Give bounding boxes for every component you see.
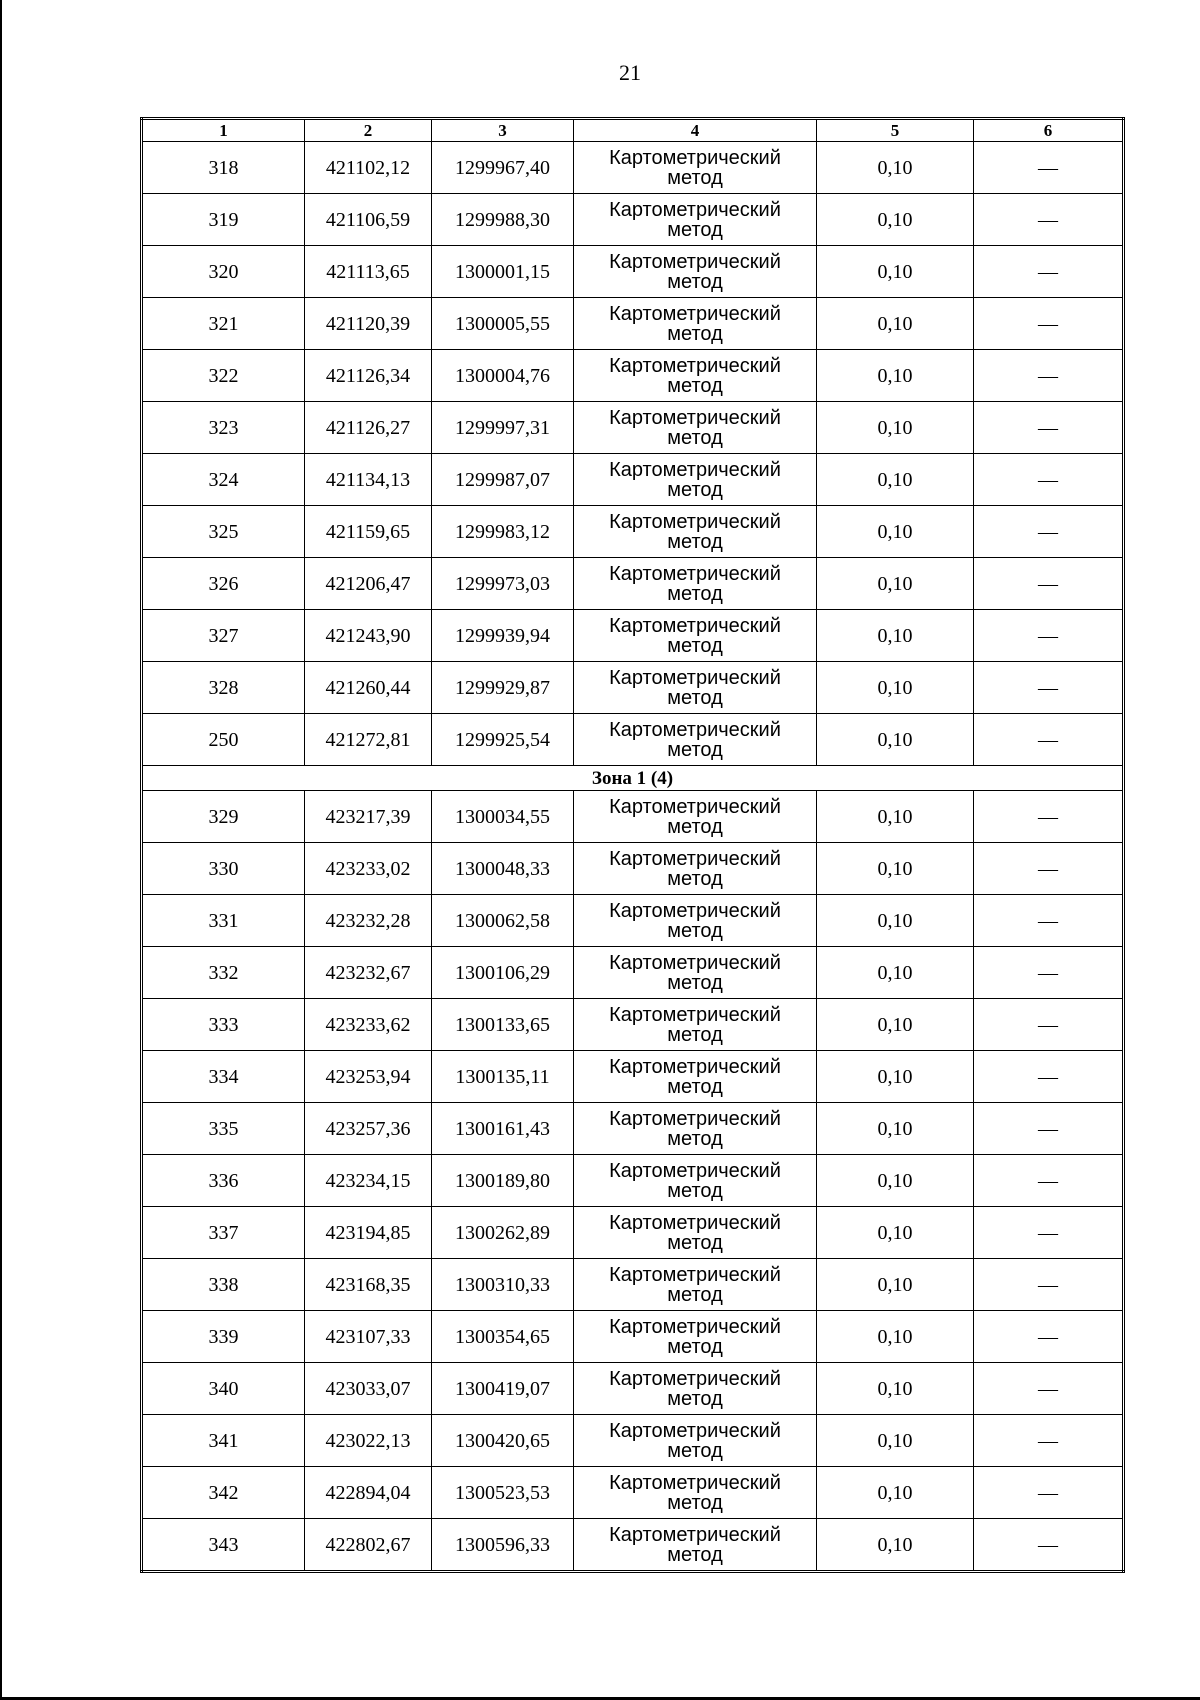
- table-row: [142, 947, 1124, 999]
- point-number-cell: 250: [142, 714, 305, 766]
- x-coordinate-cell: 423168,35: [305, 1259, 432, 1311]
- y-coordinate-cell: 1299929,87: [432, 662, 574, 714]
- point-number-cell: 319: [142, 194, 305, 246]
- x-coordinate-cell: 423234,15: [305, 1155, 432, 1207]
- method-line-1: Картометрический: [609, 302, 781, 325]
- method-line-2: метод: [667, 530, 723, 553]
- accuracy-cell: 0,10: [817, 1363, 974, 1415]
- method-line-2: метод: [667, 971, 723, 994]
- x-coordinate-cell: 423257,36: [305, 1103, 432, 1155]
- accuracy-cell: 0,10: [817, 662, 974, 714]
- method-cell: [574, 895, 817, 947]
- y-coordinate-cell: 1299988,30: [432, 194, 574, 246]
- point-number-cell: 318: [142, 142, 305, 194]
- x-coordinate-cell: 423217,39: [305, 791, 432, 843]
- table-row: [142, 1259, 1124, 1311]
- table-row: [142, 1311, 1124, 1363]
- description-cell: —: [974, 194, 1124, 246]
- point-number-cell: 321: [142, 298, 305, 350]
- point-number-cell: 334: [142, 1051, 305, 1103]
- x-coordinate-cell: 423022,13: [305, 1415, 432, 1467]
- y-coordinate-cell: 1300106,29: [432, 947, 574, 999]
- accuracy-cell: 0,10: [817, 610, 974, 662]
- y-coordinate-cell: 1300161,43: [432, 1103, 574, 1155]
- x-coordinate-cell: 423107,33: [305, 1311, 432, 1363]
- accuracy-cell: 0,10: [817, 1467, 974, 1519]
- table-row: [142, 142, 1124, 194]
- point-number-cell: 332: [142, 947, 305, 999]
- y-coordinate-cell: 1300262,89: [432, 1207, 574, 1259]
- method-cell: [574, 843, 817, 895]
- point-number-cell: 342: [142, 1467, 305, 1519]
- method-line-2: метод: [667, 815, 723, 838]
- point-number-cell: 322: [142, 350, 305, 402]
- method-line-1: Картометрический: [609, 510, 781, 533]
- y-coordinate-cell: 1300034,55: [432, 791, 574, 843]
- point-number-cell: 326: [142, 558, 305, 610]
- table-header-row: [142, 119, 1124, 142]
- description-cell: —: [974, 1363, 1124, 1415]
- table-row: [142, 610, 1124, 662]
- method-line-2: метод: [667, 1387, 723, 1410]
- method-line-2: метод: [667, 322, 723, 345]
- point-number-cell: 340: [142, 1363, 305, 1415]
- method-line-1: Картометрический: [609, 458, 781, 481]
- description-cell: —: [974, 791, 1124, 843]
- point-number-cell: 330: [142, 843, 305, 895]
- x-coordinate-cell: 423232,28: [305, 895, 432, 947]
- description-cell: —: [974, 947, 1124, 999]
- y-coordinate-cell: 1299939,94: [432, 610, 574, 662]
- method-cell: [574, 454, 817, 506]
- method-cell: [574, 1051, 817, 1103]
- method-line-1: Картометрический: [609, 354, 781, 377]
- point-number-cell: 324: [142, 454, 305, 506]
- y-coordinate-cell: 1300596,33: [432, 1519, 574, 1572]
- point-number-cell: 331: [142, 895, 305, 947]
- method-line-1: Картометрический: [609, 1367, 781, 1390]
- method-line-1: Картометрический: [609, 250, 781, 273]
- column-header: 3: [432, 119, 574, 142]
- accuracy-cell: 0,10: [817, 298, 974, 350]
- accuracy-cell: 0,10: [817, 791, 974, 843]
- accuracy-cell: 0,10: [817, 843, 974, 895]
- accuracy-cell: 0,10: [817, 558, 974, 610]
- point-number-cell: 333: [142, 999, 305, 1051]
- table-row: [142, 402, 1124, 454]
- x-coordinate-cell: 421206,47: [305, 558, 432, 610]
- accuracy-cell: 0,10: [817, 402, 974, 454]
- method-line-1: Картометрический: [609, 146, 781, 169]
- method-line-1: Картометрический: [609, 1523, 781, 1546]
- point-number-cell: 339: [142, 1311, 305, 1363]
- method-line-2: метод: [667, 426, 723, 449]
- table-row: [142, 558, 1124, 610]
- table-row: [142, 1467, 1124, 1519]
- accuracy-cell: 0,10: [817, 142, 974, 194]
- method-line-2: метод: [667, 374, 723, 397]
- table-row: [142, 714, 1124, 766]
- accuracy-cell: 0,10: [817, 194, 974, 246]
- table-row: [142, 1519, 1124, 1572]
- method-line-1: Картометрический: [609, 1003, 781, 1026]
- method-line-1: Картометрический: [609, 1107, 781, 1130]
- x-coordinate-cell: 421126,34: [305, 350, 432, 402]
- method-line-2: метод: [667, 478, 723, 501]
- x-coordinate-cell: 422894,04: [305, 1467, 432, 1519]
- y-coordinate-cell: 1299967,40: [432, 142, 574, 194]
- description-cell: —: [974, 662, 1124, 714]
- table-row: [142, 1363, 1124, 1415]
- table-row: [142, 454, 1124, 506]
- y-coordinate-cell: 1300135,11: [432, 1051, 574, 1103]
- method-cell: [574, 1259, 817, 1311]
- method-line-2: метод: [667, 1543, 723, 1566]
- method-line-1: Картометрический: [609, 847, 781, 870]
- description-cell: —: [974, 402, 1124, 454]
- point-number-cell: 338: [142, 1259, 305, 1311]
- point-number-cell: 323: [142, 402, 305, 454]
- column-header: 6: [974, 119, 1124, 142]
- method-line-1: Картометрический: [609, 1315, 781, 1338]
- method-line-2: метод: [667, 1179, 723, 1202]
- description-cell: —: [974, 1103, 1124, 1155]
- x-coordinate-cell: 421102,12: [305, 142, 432, 194]
- method-line-2: метод: [667, 1283, 723, 1306]
- description-cell: —: [974, 454, 1124, 506]
- table-row: [142, 843, 1124, 895]
- method-line-1: Картометрический: [609, 562, 781, 585]
- x-coordinate-cell: 421159,65: [305, 506, 432, 558]
- x-coordinate-cell: 421243,90: [305, 610, 432, 662]
- point-number-cell: 341: [142, 1415, 305, 1467]
- method-line-2: метод: [667, 270, 723, 293]
- accuracy-cell: 0,10: [817, 1519, 974, 1572]
- point-number-cell: 328: [142, 662, 305, 714]
- description-cell: —: [974, 1259, 1124, 1311]
- table-row: [142, 194, 1124, 246]
- method-line-1: Картометрический: [609, 614, 781, 637]
- method-cell: [574, 1467, 817, 1519]
- method-line-1: Картометрический: [609, 1159, 781, 1182]
- description-cell: —: [974, 350, 1124, 402]
- method-line-2: метод: [667, 218, 723, 241]
- description-cell: —: [974, 1155, 1124, 1207]
- x-coordinate-cell: 421113,65: [305, 246, 432, 298]
- y-coordinate-cell: 1300005,55: [432, 298, 574, 350]
- x-coordinate-cell: 421106,59: [305, 194, 432, 246]
- y-coordinate-cell: 1300048,33: [432, 843, 574, 895]
- description-cell: —: [974, 246, 1124, 298]
- description-cell: —: [974, 1207, 1124, 1259]
- description-cell: —: [974, 1467, 1124, 1519]
- x-coordinate-cell: 423253,94: [305, 1051, 432, 1103]
- table-row: [142, 791, 1124, 843]
- description-cell: —: [974, 298, 1124, 350]
- accuracy-cell: 0,10: [817, 999, 974, 1051]
- method-line-1: Картометрический: [609, 1211, 781, 1234]
- table-row: [142, 1415, 1124, 1467]
- method-cell: [574, 1103, 817, 1155]
- point-number-cell: 320: [142, 246, 305, 298]
- column-header: 1: [142, 119, 305, 142]
- accuracy-cell: 0,10: [817, 1051, 974, 1103]
- method-line-1: Картометрический: [609, 1419, 781, 1442]
- method-cell: [574, 1207, 817, 1259]
- method-cell: [574, 1311, 817, 1363]
- method-cell: [574, 662, 817, 714]
- x-coordinate-cell: 421126,27: [305, 402, 432, 454]
- method-cell: [574, 947, 817, 999]
- accuracy-cell: 0,10: [817, 1207, 974, 1259]
- coordinates-table: [140, 117, 1125, 1573]
- method-line-1: Картометрический: [609, 718, 781, 741]
- x-coordinate-cell: 423194,85: [305, 1207, 432, 1259]
- description-cell: —: [974, 999, 1124, 1051]
- table-row: [142, 1155, 1124, 1207]
- method-line-2: метод: [667, 1231, 723, 1254]
- accuracy-cell: 0,10: [817, 454, 974, 506]
- point-number-cell: 336: [142, 1155, 305, 1207]
- description-cell: —: [974, 610, 1124, 662]
- x-coordinate-cell: 423033,07: [305, 1363, 432, 1415]
- method-cell: [574, 999, 817, 1051]
- y-coordinate-cell: 1300419,07: [432, 1363, 574, 1415]
- point-number-cell: 327: [142, 610, 305, 662]
- table-row: [142, 350, 1124, 402]
- method-cell: [574, 402, 817, 454]
- method-cell: [574, 246, 817, 298]
- point-number-cell: 325: [142, 506, 305, 558]
- x-coordinate-cell: 421134,13: [305, 454, 432, 506]
- accuracy-cell: 0,10: [817, 350, 974, 402]
- x-coordinate-cell: 422802,67: [305, 1519, 432, 1572]
- method-cell: [574, 1415, 817, 1467]
- description-cell: —: [974, 506, 1124, 558]
- method-line-1: Картометрический: [609, 1471, 781, 1494]
- method-line-2: метод: [667, 686, 723, 709]
- method-line-2: метод: [667, 634, 723, 657]
- method-cell: [574, 298, 817, 350]
- method-cell: [574, 714, 817, 766]
- y-coordinate-cell: 1299983,12: [432, 506, 574, 558]
- table-row: [142, 1051, 1124, 1103]
- zone-heading-row: [142, 766, 1124, 791]
- method-cell: [574, 1363, 817, 1415]
- method-cell: [574, 610, 817, 662]
- column-header: 4: [574, 119, 817, 142]
- description-cell: —: [974, 1519, 1124, 1572]
- column-header: 5: [817, 119, 974, 142]
- method-cell: [574, 142, 817, 194]
- method-cell: [574, 194, 817, 246]
- method-line-2: метод: [667, 1127, 723, 1150]
- description-cell: —: [974, 1051, 1124, 1103]
- y-coordinate-cell: 1299973,03: [432, 558, 574, 610]
- method-line-2: метод: [667, 738, 723, 761]
- column-header: 2: [305, 119, 432, 142]
- accuracy-cell: 0,10: [817, 947, 974, 999]
- accuracy-cell: 0,10: [817, 1415, 974, 1467]
- x-coordinate-cell: 423232,67: [305, 947, 432, 999]
- method-line-2: метод: [667, 919, 723, 942]
- description-cell: —: [974, 142, 1124, 194]
- x-coordinate-cell: 421272,81: [305, 714, 432, 766]
- y-coordinate-cell: 1300420,65: [432, 1415, 574, 1467]
- point-number-cell: 329: [142, 791, 305, 843]
- coordinates-table-wrapper: [140, 117, 1122, 1573]
- method-cell: [574, 350, 817, 402]
- method-line-1: Картометрический: [609, 666, 781, 689]
- description-cell: —: [974, 1415, 1124, 1467]
- scan-edge-left: [0, 0, 2, 1700]
- method-line-1: Картометрический: [609, 795, 781, 818]
- method-line-1: Картометрический: [609, 899, 781, 922]
- method-cell: [574, 558, 817, 610]
- accuracy-cell: 0,10: [817, 1103, 974, 1155]
- table-row: [142, 298, 1124, 350]
- description-cell: —: [974, 558, 1124, 610]
- table-row: [142, 1103, 1124, 1155]
- method-line-2: метод: [667, 1023, 723, 1046]
- method-line-2: метод: [667, 1439, 723, 1462]
- method-line-2: метод: [667, 867, 723, 890]
- table-row: [142, 999, 1124, 1051]
- method-cell: [574, 1519, 817, 1572]
- y-coordinate-cell: 1300004,76: [432, 350, 574, 402]
- accuracy-cell: 0,10: [817, 714, 974, 766]
- point-number-cell: 335: [142, 1103, 305, 1155]
- method-line-1: Картометрический: [609, 406, 781, 429]
- method-line-1: Картометрический: [609, 951, 781, 974]
- table-row: [142, 506, 1124, 558]
- method-line-2: метод: [667, 582, 723, 605]
- method-cell: [574, 506, 817, 558]
- method-line-2: метод: [667, 1335, 723, 1358]
- page-number: 21: [619, 60, 641, 85]
- y-coordinate-cell: 1300062,58: [432, 895, 574, 947]
- method-line-2: метод: [667, 1491, 723, 1514]
- y-coordinate-cell: 1300189,80: [432, 1155, 574, 1207]
- accuracy-cell: 0,10: [817, 506, 974, 558]
- method-line-2: метод: [667, 166, 723, 189]
- method-line-1: Картометрический: [609, 1263, 781, 1286]
- table-body: [142, 142, 1124, 1572]
- y-coordinate-cell: 1300523,53: [432, 1467, 574, 1519]
- method-line-1: Картометрический: [609, 1055, 781, 1078]
- y-coordinate-cell: 1300354,65: [432, 1311, 574, 1363]
- table-row: [142, 662, 1124, 714]
- accuracy-cell: 0,10: [817, 895, 974, 947]
- method-line-2: метод: [667, 1075, 723, 1098]
- point-number-cell: 337: [142, 1207, 305, 1259]
- y-coordinate-cell: 1300133,65: [432, 999, 574, 1051]
- table-row: [142, 1207, 1124, 1259]
- method-line-1: Картометрический: [609, 198, 781, 221]
- y-coordinate-cell: 1299925,54: [432, 714, 574, 766]
- x-coordinate-cell: 421120,39: [305, 298, 432, 350]
- x-coordinate-cell: 423233,62: [305, 999, 432, 1051]
- y-coordinate-cell: 1300310,33: [432, 1259, 574, 1311]
- x-coordinate-cell: 423233,02: [305, 843, 432, 895]
- point-number-cell: 343: [142, 1519, 305, 1572]
- description-cell: —: [974, 895, 1124, 947]
- zone-heading: Зона 1 (4): [142, 766, 1124, 791]
- description-cell: —: [974, 714, 1124, 766]
- accuracy-cell: 0,10: [817, 246, 974, 298]
- accuracy-cell: 0,10: [817, 1259, 974, 1311]
- description-cell: —: [974, 843, 1124, 895]
- y-coordinate-cell: 1299987,07: [432, 454, 574, 506]
- accuracy-cell: 0,10: [817, 1311, 974, 1363]
- x-coordinate-cell: 421260,44: [305, 662, 432, 714]
- description-cell: —: [974, 1311, 1124, 1363]
- table-row: [142, 895, 1124, 947]
- method-cell: [574, 1155, 817, 1207]
- accuracy-cell: 0,10: [817, 1155, 974, 1207]
- y-coordinate-cell: 1300001,15: [432, 246, 574, 298]
- y-coordinate-cell: 1299997,31: [432, 402, 574, 454]
- method-cell: [574, 791, 817, 843]
- table-row: [142, 246, 1124, 298]
